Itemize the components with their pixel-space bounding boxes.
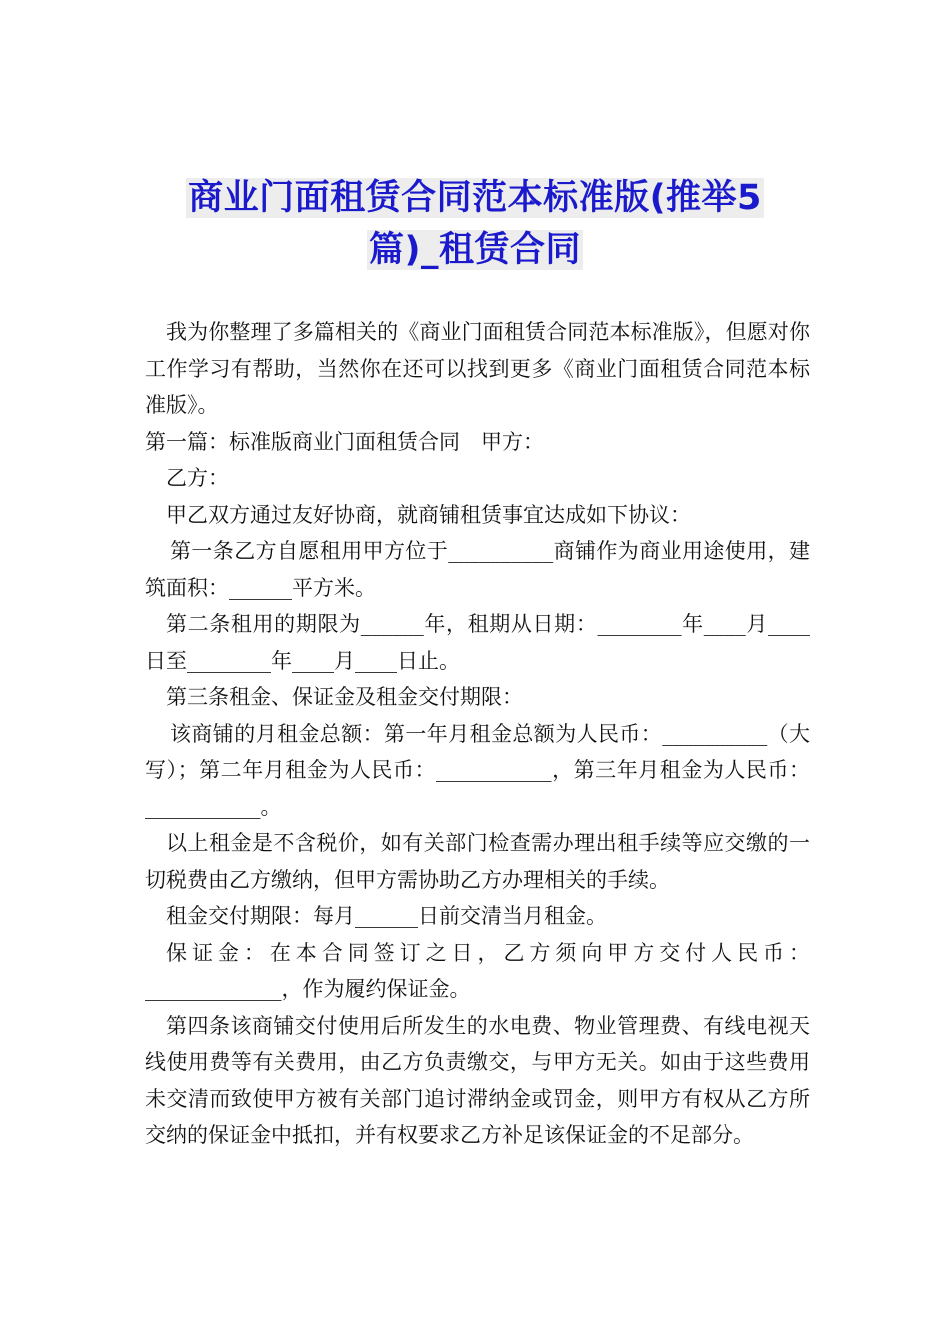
article-1: 第一条乙方自愿租用甲方位于__________商铺作为商业用途使用，建筑面积：______平方米。 — [145, 539, 810, 600]
deposit-paragraph: 保证金：在本合同签订之日，乙方须向甲方交付人民币：_____________，作为履约保证金。 — [145, 940, 810, 1001]
document-body — [145, 314, 810, 1154]
rent-deadline-paragraph: 租金交付期限：每月______日前交清当月租金。 — [166, 904, 607, 928]
agreement-line: 甲乙双方通过友好协商，就商铺租赁事宜达成如下协议： — [166, 502, 691, 527]
intro-paragraph: 我为你整理了多篇相关的《商业门面租赁合同范本标准版》，但愿对你工作学习有帮助，当然你在还可以找到更多《商业门面租赁合同范本标准版》。 — [145, 320, 810, 417]
article-3: 第三条租金、保证金及租金交付期限： — [166, 685, 523, 709]
party-b-line: 乙方： — [166, 466, 229, 490]
article-2: 第二条租用的期限为______年，租期从日期：________年____月____日至________年____月____日止。 — [145, 612, 810, 673]
part1-heading: 第一篇：标准版商业门面租赁合同 甲方： — [145, 429, 544, 454]
article-4: 第四条该商铺交付使用后所发生的水电费、物业管理费、有线电视天线使用费等有关费用，由乙方负责缴交，与甲方无关。如由于这些费用未交清而致使甲方被有关部门追讨滞纳金或罚金，则甲方有权从乙方所交纳的保证金中抵扣，并有权要求乙方补足该保证金的不足部分。 — [145, 1013, 810, 1147]
title-line-1: 商业门面租赁合同范本标准版(推举5 — [188, 178, 762, 218]
rent-total-paragraph: 该商铺的月租金总额：第一年月租金总额为人民币：__________（大写）；第二年月租金为人民币：___________，第三年月租金为人民币：___________。 — [145, 721, 810, 819]
document-title — [140, 172, 810, 276]
tax-paragraph: 以上租金是不含税价，如有关部门检查需办理出租手续等应交缴的一切税费由乙方缴纳，但甲方需协助乙方办理相关的手续。 — [145, 831, 810, 892]
title-line-2: 篇)_租赁合同 — [369, 230, 581, 270]
